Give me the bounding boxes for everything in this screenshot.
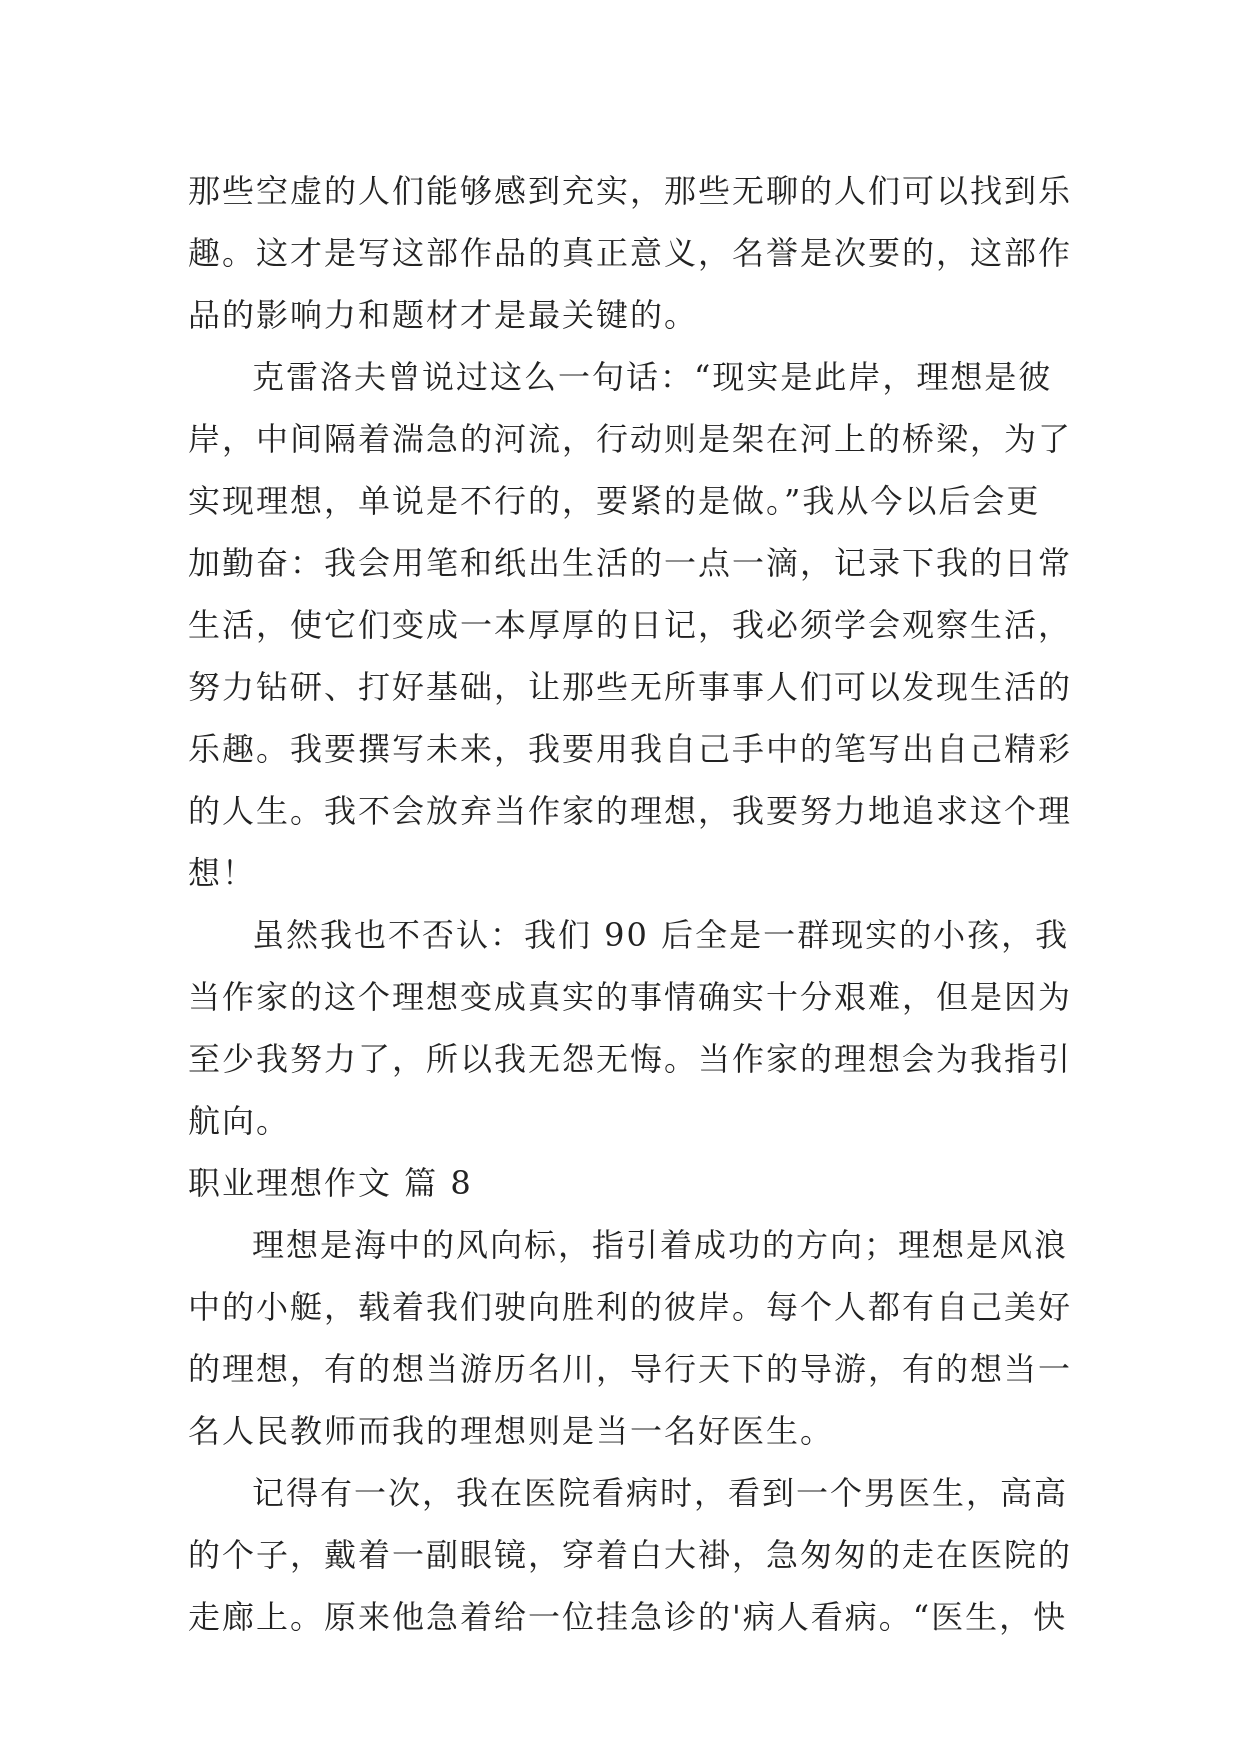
text-line: 克雷洛夫曾说过这么一句话：“现实是此岸，理想是彼 [252,358,1053,396]
text-line: 那些空虚的人们能够感到充实，那些无聊的人们可以找到乐 [188,172,1073,210]
text-line: 名人民教师而我的理想则是当一名好医生。 [188,1412,835,1450]
text-line: 的理想，有的想当游历名川，导行天下的导游，有的想当一 [188,1350,1073,1388]
text-line: 生活，使它们变成一本厚厚的日记，我必须学会观察生活， [188,606,1073,644]
text-line: 至少我努力了，所以我无怨无悔。当作家的理想会为我指引 [188,1040,1073,1078]
document-body [188,160,1073,1648]
section-heading: 职业理想作文 篇 8 [188,1164,473,1202]
text-line: 趣。这才是写这部作品的真正意义，名誉是次要的，这部作 [188,234,1073,272]
text-line: 乐趣。我要撰写未来，我要用我自己手中的笔写出自己精彩 [188,730,1073,768]
text-line: 中的小艇，载着我们驶向胜利的彼岸。每个人都有自己美好 [188,1288,1073,1326]
text-line: 记得有一次，我在医院看病时，看到一个男医生，高高 [252,1474,1069,1512]
text-line: 努力钻研、打好基础，让那些无所事事人们可以发现生活的 [188,668,1073,706]
text-line: 实现理想，单说是不行的，要紧的是做。”我从今以后会更 [188,482,1041,520]
text-line: 航向。 [188,1102,291,1140]
text-line: 理想是海中的风向标，指引着成功的方向；理想是风浪 [252,1226,1069,1264]
text-line: 品的影响力和题材才是最关键的。 [188,296,699,334]
text-line: 的人生。我不会放弃当作家的理想，我要努力地追求这个理 [188,792,1073,830]
text-line: 的个子，戴着一副眼镜，穿着白大褂，急匆匆的走在医院的 [188,1536,1073,1574]
text-line: 加勤奋：我会用笔和纸出生活的一点一滴，记录下我的日常 [188,544,1073,582]
text-line: 当作家的这个理想变成真实的事情确实十分艰难，但是因为 [188,978,1073,1016]
text-line: 想！ [188,854,257,892]
text-line: 走廊上。原来他急着给一位挂急诊的'病人看病。“医生，快 [188,1598,1068,1636]
text-line: 岸，中间隔着湍急的河流，行动则是架在河上的桥梁，为了 [188,420,1073,458]
text-line: 虽然我也不否认：我们 90 后全是一群现实的小孩，我 [252,916,1070,954]
